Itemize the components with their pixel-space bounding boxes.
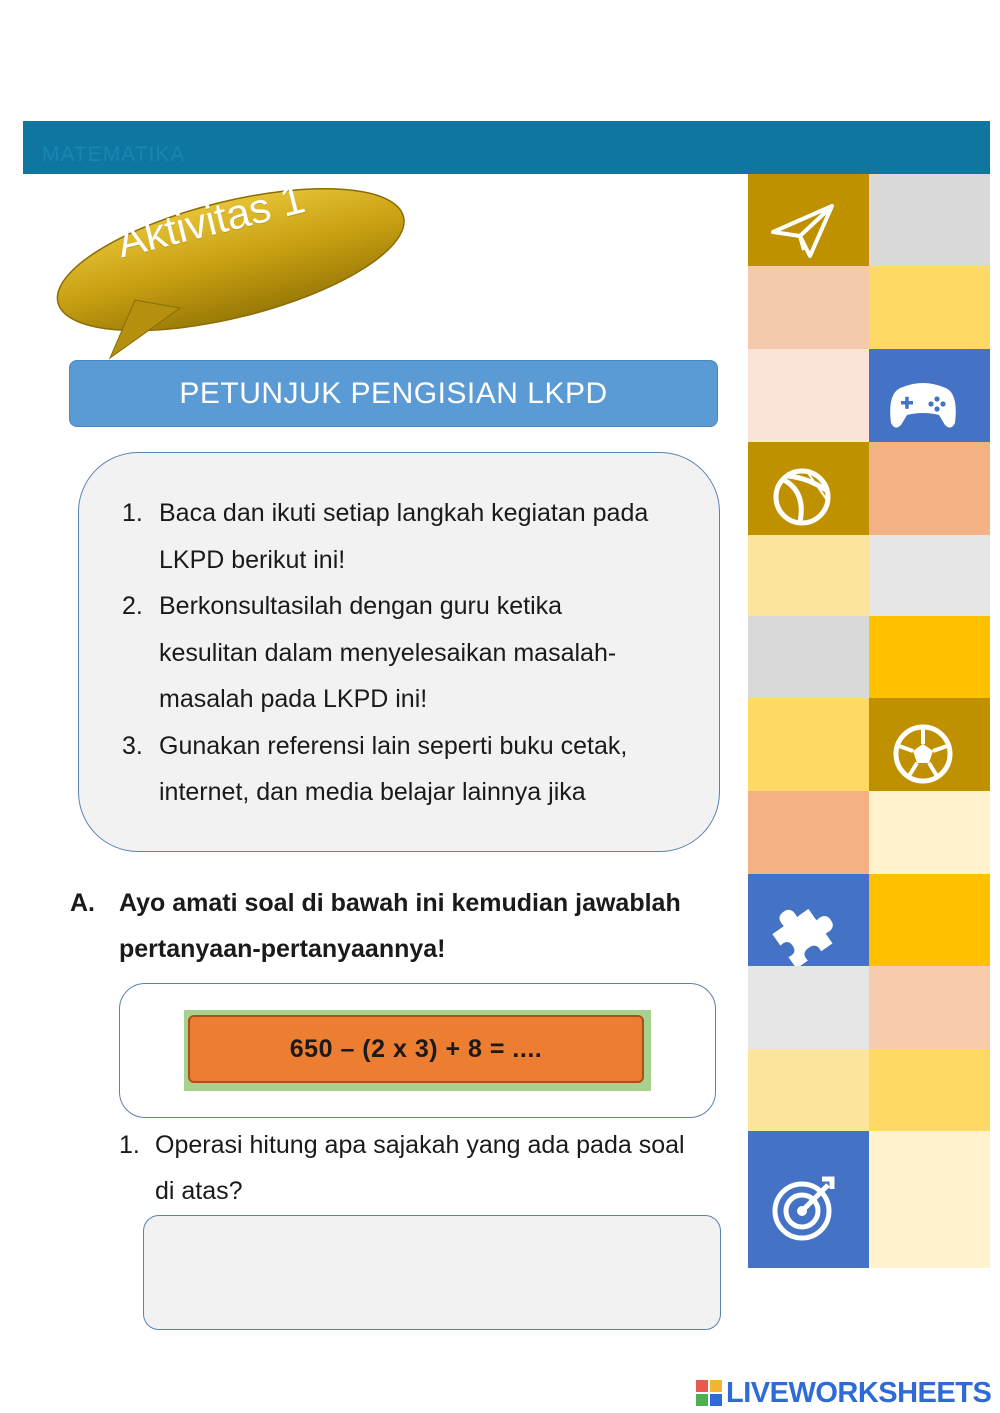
list-item-line: Baca dan ikuti setiap langkah kegiatan pada [159, 499, 649, 527]
decor-tile [748, 616, 869, 698]
decor-tile [748, 535, 869, 616]
decor-tile [869, 698, 990, 791]
activity-label: Aktivitas 1 [112, 174, 310, 267]
instructions-list [122, 490, 702, 816]
decor-tile [869, 349, 990, 442]
math-expression [188, 1015, 644, 1083]
liveworksheets-icon [696, 1380, 722, 1406]
list-item-line: Berkonsultasilah dengan guru ketika [159, 592, 563, 620]
list-item [122, 583, 702, 723]
decor-tile [869, 1049, 990, 1131]
decor-tile [748, 966, 869, 1049]
decor-tile [748, 442, 869, 535]
puzzle-icon [748, 874, 869, 966]
decor-tile [748, 174, 869, 266]
decor-tile [748, 266, 869, 349]
gamepad-icon [869, 349, 990, 442]
section-letter: A. [70, 889, 95, 917]
list-item-line: internet, dan media belajar lainnya jika [159, 778, 586, 806]
instructions-heading-text: PETUNJUK PENGISIAN LKPD [179, 376, 608, 410]
list-item-line: masalah pada LKPD ini! [159, 685, 428, 713]
list-item [122, 723, 702, 816]
decor-tile [748, 791, 869, 874]
list-item-line: Gunakan referensi lain seperti buku cetak, [159, 731, 628, 760]
instructions-heading [69, 360, 718, 427]
soccer-ball-icon [869, 698, 990, 791]
list-item-number: 2. [122, 592, 143, 620]
question-number: 1. [119, 1131, 140, 1159]
decor-tile [869, 1131, 990, 1268]
decor-tile [748, 874, 869, 966]
list-item-line: kesulitan dalam menyelesaikan masalah- [159, 638, 617, 667]
header-title: MATEMATIKA [42, 143, 186, 166]
section-a-heading [70, 880, 730, 972]
question-line: Operasi hitung apa sajakah yang ada pada soal [155, 1131, 685, 1159]
decor-tile [869, 874, 990, 966]
math-expression-text: 650 – (2 x 3) + 8 = .... [289, 1034, 543, 1063]
paper-plane-icon [748, 174, 869, 266]
brand-text: LIVEWORKSHEETS [726, 1376, 992, 1409]
list-item-number: 1. [122, 499, 143, 527]
decor-tile [869, 791, 990, 874]
section-line: Ayo amati soal di bawah ini kemudian jawablah [119, 889, 681, 917]
decor-tile [869, 442, 990, 535]
section-line: pertanyaan-pertanyaannya! [119, 935, 446, 963]
beach-ball-icon [748, 442, 869, 535]
decor-tile [869, 174, 990, 266]
decor-tile [869, 966, 990, 1049]
decor-tile [748, 1049, 869, 1131]
decor-tile [748, 1131, 869, 1268]
question-1 [119, 1122, 729, 1214]
answer-input-1[interactable] [143, 1215, 721, 1330]
list-item [122, 490, 702, 583]
liveworksheets-logo [696, 1376, 991, 1410]
question-line: di atas? [155, 1177, 243, 1205]
decor-tile [869, 616, 990, 698]
list-item-line: LKPD berikut ini! [159, 545, 346, 574]
target-icon [748, 1131, 869, 1268]
list-item-number: 3. [122, 731, 143, 760]
decor-tile [869, 535, 990, 616]
decor-tile [748, 698, 869, 791]
decor-tile [748, 349, 869, 442]
decor-tile [869, 266, 990, 349]
